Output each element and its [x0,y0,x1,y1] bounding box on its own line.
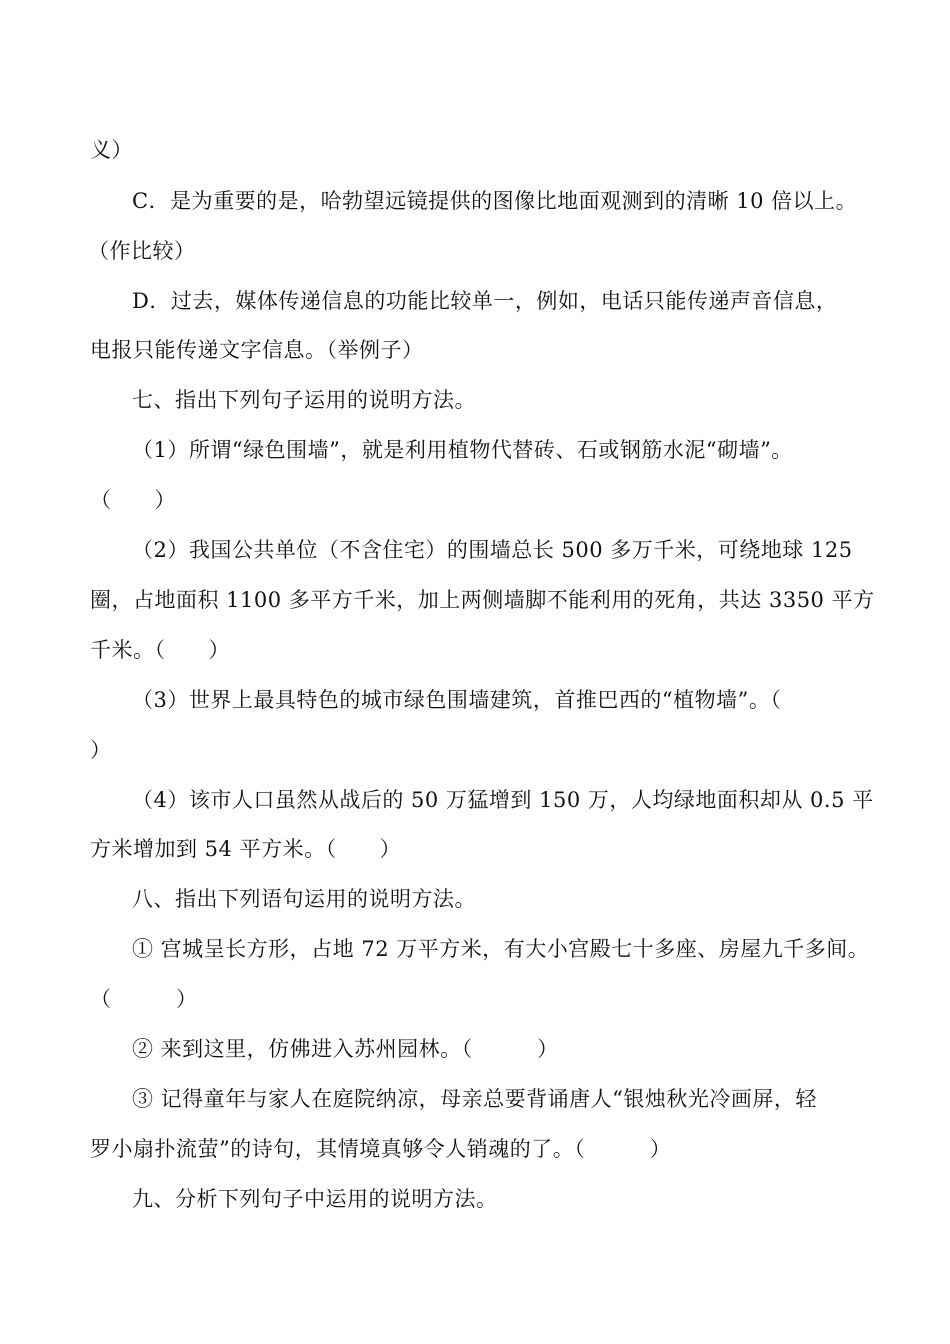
text-line-19: ② 来到这里，仿佛进入苏州园林。（ ） [132,1037,559,1061]
text-line-4: D．过去，媒体传递信息的功能比较单一，例如，电话只能传递声音信息， [132,289,838,313]
text-line-13: ） [90,738,112,762]
text-line-20: ③ 记得童年与家人在庭院纳凉，母亲总要背诵唐人“银烛秋光冷画屏，轻 [132,1087,817,1111]
text-line-17: ① 宫城呈长方形，占地 72 万平方米，有大小宫殿七十多座、房屋九千多间。 [132,937,870,961]
text-line-1: 义） [90,138,133,162]
section-heading-7: 七、指出下列句子运用的说明方法。 [132,388,476,412]
text-line-7: （1）所谓“绿色围墙”，就是利用植物代替砖、石或钢筋水泥“砌墙”。 [132,438,793,462]
text-line-14: （4）该市人口虽然从战后的 50 万猛增到 150 万，人均绿地面积却从 0.5 平 [132,788,874,812]
text-line-5: 电报只能传递文字信息。（举例子） [90,338,424,362]
section-heading-9: 九、分析下列句子中运用的说明方法。 [132,1187,498,1211]
text-line-10: 圈，占地面积 1100 多平方千米，加上两侧墙脚不能利用的死角，共达 3350 平方 [90,588,875,612]
answer-blank-2: （ ） [90,987,198,1011]
answer-blank-1: （ ） [90,488,176,512]
text-line-2: C．是为重要的是，哈勃望远镜提供的图像比地面观测到的清晰 10 倍以上。 [132,189,858,213]
text-line-3: （作比较） [88,239,196,263]
text-line-11: 千米。（ ） [90,638,230,662]
section-heading-8: 八、指出下列语句运用的说明方法。 [132,887,476,911]
text-line-15: 方米增加到 54 平方米。（ ） [90,837,402,861]
text-line-12: （3）世界上最具特色的城市绿色围墙建筑，首推巴西的“植物墙”。（ [132,688,782,712]
text-line-9: （2）我国公共单位（不含住宅）的围墙总长 500 多万千米，可绕地球 125 [132,538,853,562]
text-line-21: 罗小扇扑流萤”的诗句，其情境真够令人销魂的了。（ ） [90,1137,672,1161]
